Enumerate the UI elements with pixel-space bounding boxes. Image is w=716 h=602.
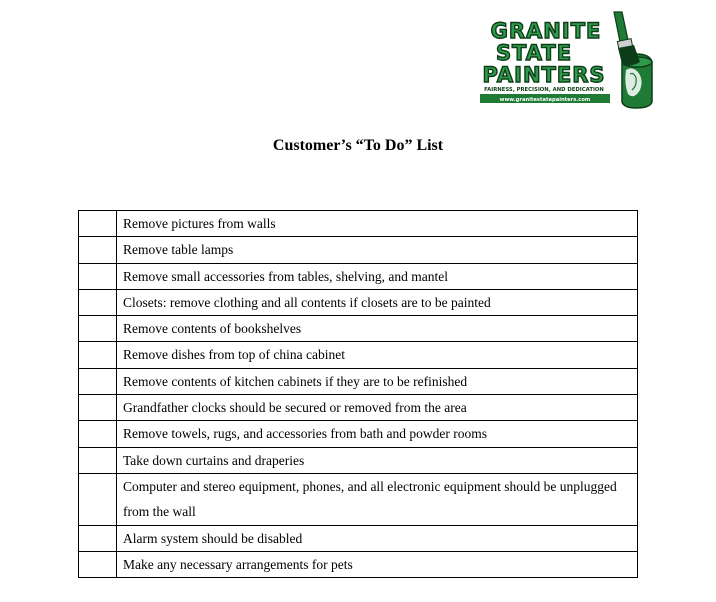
checkbox-cell [79, 289, 117, 315]
task-cell: Computer and stereo equipment, phones, and all electronic equipment should be unplugged from the wall [117, 473, 638, 525]
table-row [79, 211, 638, 237]
table-row [79, 316, 638, 342]
checkbox-cell [79, 447, 117, 473]
checkbox-cell [79, 316, 117, 342]
table-row [79, 368, 638, 394]
company-logo [474, 10, 668, 110]
checkbox-cell [79, 421, 117, 447]
checkbox-cell [79, 263, 117, 289]
task-cell: Remove pictures from walls [117, 211, 638, 237]
logo-line3: PAINTERS [482, 63, 606, 87]
checkbox-cell [79, 368, 117, 394]
task-cell: Closets: remove clothing and all contents if closets are to be painted [117, 289, 638, 315]
page-title: Customer’s “To Do” List [272, 137, 444, 154]
table-row [79, 551, 638, 577]
task-cell: Grandfather clocks should be secured or removed from the area [117, 395, 638, 421]
checkbox-cell [79, 237, 117, 263]
checkbox-cell [79, 551, 117, 577]
logo-line2: STATE [495, 41, 573, 65]
task-cell: Remove contents of kitchen cabinets if they are to be refinished [117, 368, 638, 394]
paint-brush-icon [614, 12, 640, 66]
table-row [79, 525, 638, 551]
table-row [79, 395, 638, 421]
checkbox-cell [79, 342, 117, 368]
task-cell: Take down curtains and draperies [117, 447, 638, 473]
table-row [79, 473, 638, 525]
table-row [79, 237, 638, 263]
table-row [79, 421, 638, 447]
todo-table [78, 210, 638, 578]
table-row [79, 447, 638, 473]
logo-tagline: FAIRNESS, PRECISION, AND DEDICATION [484, 87, 604, 93]
task-cell: Remove towels, rugs, and accessories from bath and powder rooms [117, 421, 638, 447]
task-cell: Remove contents of bookshelves [117, 316, 638, 342]
table-row [79, 289, 638, 315]
task-cell: Remove small accessories from tables, shelving, and mantel [117, 263, 638, 289]
table-row [79, 342, 638, 368]
task-cell: Alarm system should be disabled [117, 525, 638, 551]
task-cell: Remove table lamps [117, 237, 638, 263]
checkbox-cell [79, 211, 117, 237]
logo-line1: GRANITE [490, 19, 602, 43]
task-cell: Make any necessary arrangements for pets [117, 551, 638, 577]
table-row [79, 263, 638, 289]
logo-graphic [474, 10, 668, 110]
logo-website: www.granitestatepainters.com [499, 97, 591, 103]
checkbox-cell [79, 395, 117, 421]
checkbox-cell [79, 473, 117, 525]
checkbox-cell [79, 525, 117, 551]
task-cell: Remove dishes from top of china cabinet [117, 342, 638, 368]
